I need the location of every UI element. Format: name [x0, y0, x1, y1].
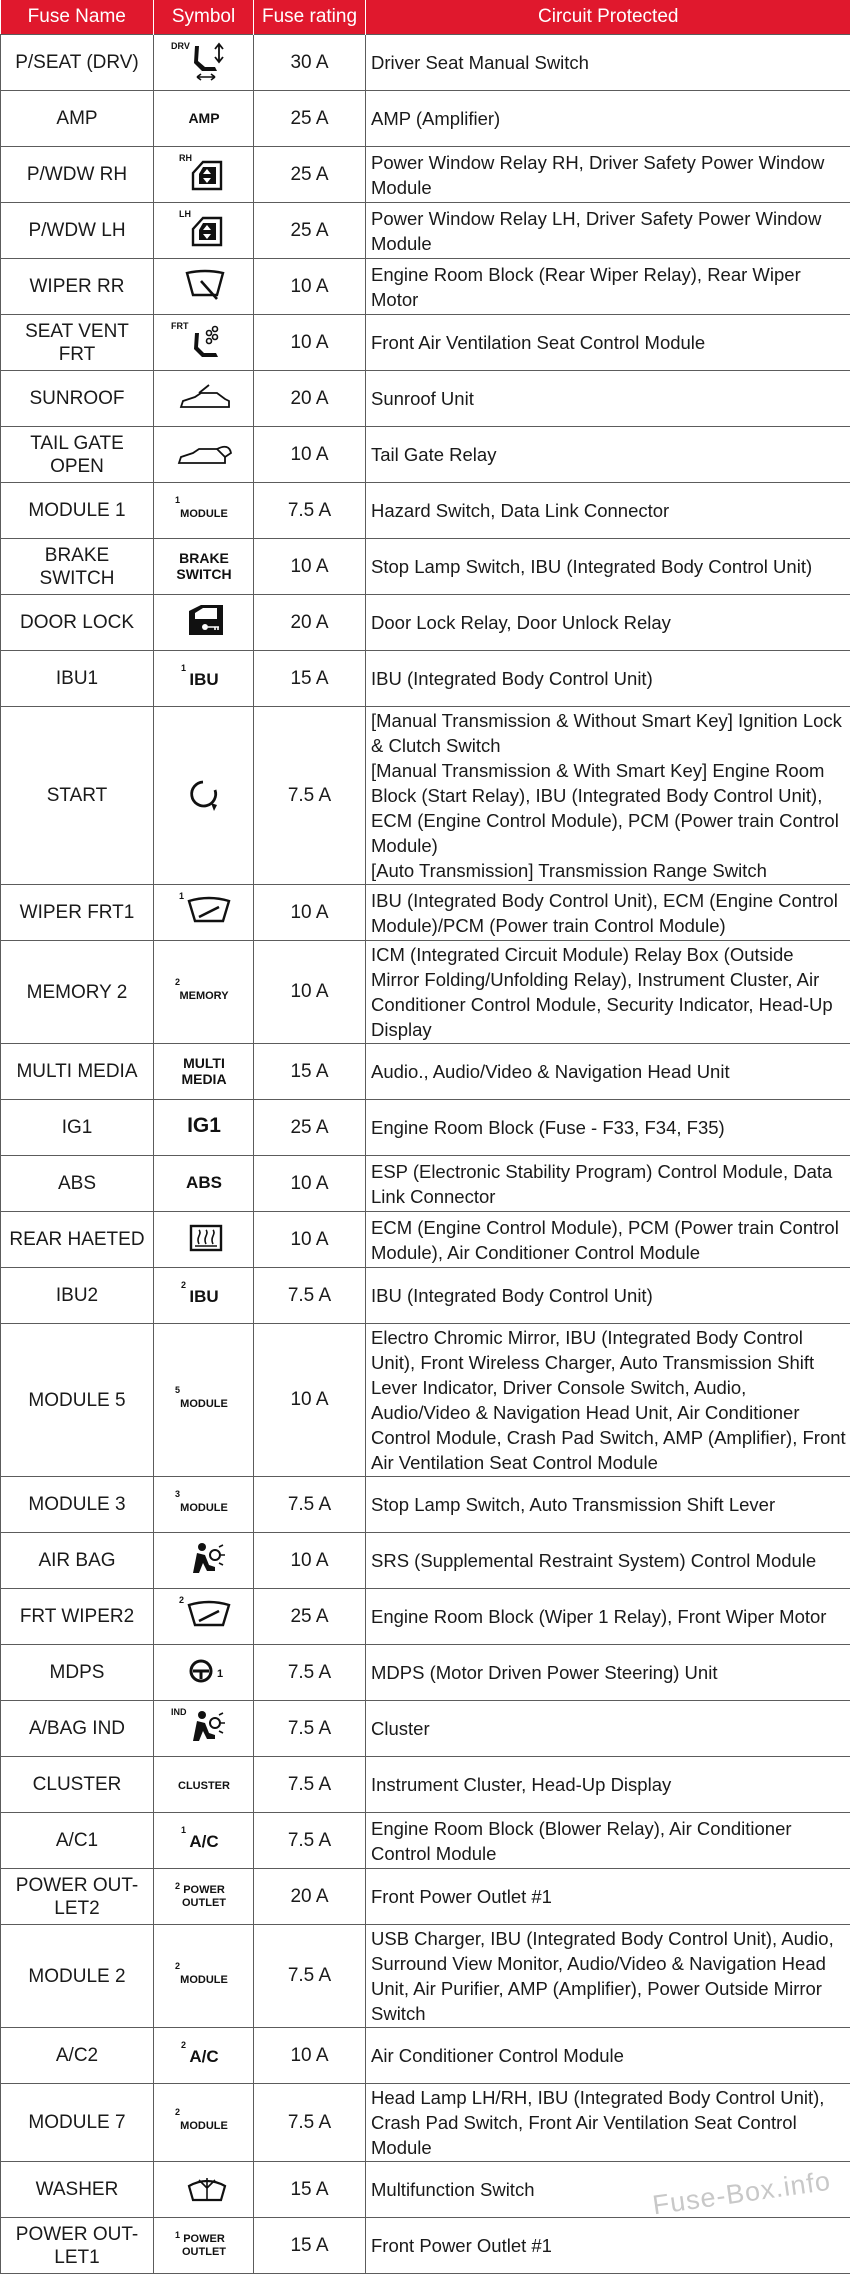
- table-row: [1, 147, 850, 203]
- circuit-protected-cell: Audio., Audio/Video & Navigation Head Unit: [366, 1044, 850, 1100]
- symbol-superscript: 1: [181, 1825, 186, 1835]
- symbol-cell: [154, 1757, 254, 1813]
- symbol-superscript: 2: [175, 2107, 180, 2117]
- fuse-rating-cell: 10 A: [254, 539, 366, 595]
- header-row: [1, 0, 850, 35]
- circuit-protected-cell: Front Air Ventilation Seat Control Module: [366, 315, 850, 371]
- symbol-superscript: FRT: [171, 321, 189, 331]
- fuse-rating-cell: 7.5 A: [254, 483, 366, 539]
- fuse-rating-cell: 25 A: [254, 1100, 366, 1156]
- symbol-label: IBU: [189, 1287, 218, 1306]
- seat-adjust-icon: [194, 44, 223, 80]
- symbol-cell: [154, 1813, 254, 1869]
- header-fuse-rating: Fuse rating: [254, 0, 366, 35]
- fuse-name-cell: MDPS: [1, 1645, 154, 1701]
- table-row: [1, 427, 850, 483]
- table-row: [1, 1156, 850, 1212]
- table-row: [1, 707, 850, 885]
- fuse-name-cell: IBU2: [1, 1268, 154, 1324]
- fuse-rating-cell: 25 A: [254, 147, 366, 203]
- fuse-name-cell: START: [1, 707, 154, 885]
- symbol-cell: [154, 2028, 254, 2084]
- symbol-graphic: [159, 1373, 249, 1423]
- tailgate-icon: [179, 447, 231, 463]
- symbol-graphic: [159, 147, 249, 197]
- fuse-rating-cell: 7.5 A: [254, 1645, 366, 1701]
- fuse-rating-cell: 10 A: [254, 1533, 366, 1589]
- fuse-rating-cell: 10 A: [254, 427, 366, 483]
- circuit-protected-cell: Front Power Outlet #1: [366, 1869, 850, 1925]
- door-lock-icon: [189, 605, 223, 635]
- fuse-name-cell: POWER OUT-LET1: [1, 2218, 154, 2274]
- fuse-rating-cell: 7.5 A: [254, 1477, 366, 1533]
- symbol-label: BRAKE SWITCH: [176, 550, 231, 582]
- fuse-name-cell: P/SEAT (DRV): [1, 35, 154, 91]
- fuse-name-cell: WIPER RR: [1, 259, 154, 315]
- symbol-cell: [154, 1477, 254, 1533]
- fuse-rating-cell: 25 A: [254, 1589, 366, 1645]
- table-row: [1, 1925, 850, 2028]
- symbol-graphic: [159, 259, 249, 309]
- start-icon: [191, 782, 216, 811]
- symbol-superscript: 2: [175, 1961, 180, 1971]
- symbol-graphic: [159, 1869, 249, 1919]
- front-wiper-icon: [189, 1602, 229, 1625]
- table-row: [1, 1589, 850, 1645]
- symbol-superscript: 2: [181, 2040, 186, 2050]
- airbag-icon: [193, 1543, 225, 1573]
- symbol-graphic: [159, 1645, 249, 1695]
- symbol-cell: [154, 147, 254, 203]
- circuit-protected-cell: Driver Seat Manual Switch: [366, 35, 850, 91]
- fuse-rating-cell: 10 A: [254, 1324, 366, 1477]
- table-row: [1, 91, 850, 147]
- table-row: [1, 35, 850, 91]
- sunroof-icon: [181, 385, 229, 407]
- power-window-icon: [193, 218, 221, 245]
- fuse-rating-cell: 7.5 A: [254, 2084, 366, 2162]
- fuse-name-cell: SEAT VENT FRT: [1, 315, 154, 371]
- table-row: [1, 371, 850, 427]
- symbol-graphic: [159, 1813, 249, 1863]
- circuit-protected-cell: USB Charger, IBU (Integrated Body Control Unit), Audio, Surround View Monitor, Audio/Video & Navigation Head Unit, Air Purifier, AMP (Amplifier), Power Outside Mirror Switch: [366, 1925, 850, 2028]
- fuse-rating-cell: 7.5 A: [254, 1925, 366, 2028]
- symbol-superscript: LH: [179, 209, 191, 219]
- circuit-protected-cell: IBU (Integrated Body Control Unit), ECM (Engine Control Module)/PCM (Power train Control Module): [366, 885, 850, 941]
- fuse-rating-cell: 10 A: [254, 315, 366, 371]
- front-wiper-icon: [189, 898, 229, 921]
- fuse-rating-cell: 10 A: [254, 1156, 366, 1212]
- symbol-superscript: RH: [179, 153, 192, 163]
- fuse-name-cell: P/WDW LH: [1, 203, 154, 259]
- symbol-cell: [154, 1925, 254, 2028]
- symbol-label: MODULE: [180, 1974, 228, 1986]
- fuse-rating-cell: 20 A: [254, 1869, 366, 1925]
- symbol-graphic: [159, 651, 249, 701]
- fuse-rating-cell: 7.5 A: [254, 1813, 366, 1869]
- table-row: [1, 1100, 850, 1156]
- symbol-superscript: 1: [175, 2230, 180, 2240]
- symbol-cell: [154, 651, 254, 707]
- symbol-graphic: [159, 885, 249, 935]
- fuse-name-cell: A/BAG IND: [1, 1701, 154, 1757]
- symbol-cell: [154, 1100, 254, 1156]
- symbol-graphic: [159, 1757, 249, 1807]
- fuse-name-cell: MEMORY 2: [1, 941, 154, 1044]
- fuse-name-cell: P/WDW RH: [1, 147, 154, 203]
- symbol-label: AMP: [188, 110, 219, 126]
- symbol-graphic: [159, 965, 249, 1015]
- header-symbol: Symbol: [154, 0, 254, 35]
- fuse-name-cell: DOOR LOCK: [1, 595, 154, 651]
- fuse-rating-cell: 10 A: [254, 1212, 366, 1268]
- table-row: [1, 203, 850, 259]
- circuit-protected-cell: Engine Room Block (Rear Wiper Relay), Rear Wiper Motor: [366, 259, 850, 315]
- fuse-name-cell: TAIL GATE OPEN: [1, 427, 154, 483]
- symbol-graphic: [159, 2162, 249, 2212]
- circuit-protected-cell: IBU (Integrated Body Control Unit): [366, 651, 850, 707]
- symbol-superscript: DRV: [171, 41, 190, 51]
- symbol-cell: [154, 371, 254, 427]
- table-row: [1, 315, 850, 371]
- fuse-name-cell: A/C2: [1, 2028, 154, 2084]
- circuit-protected-cell: Stop Lamp Switch, Auto Transmission Shift Lever: [366, 1477, 850, 1533]
- table-row: [1, 1533, 850, 1589]
- circuit-protected-cell: Air Conditioner Control Module: [366, 2028, 850, 2084]
- fuse-rating-cell: 10 A: [254, 2028, 366, 2084]
- fuse-name-cell: MODULE 7: [1, 2084, 154, 2162]
- symbol-superscript: IND: [171, 1707, 187, 1717]
- seat-vent-icon: [194, 327, 218, 358]
- fuse-name-cell: ABS: [1, 1156, 154, 1212]
- symbol-graphic: [159, 203, 249, 253]
- table-row: [1, 2028, 850, 2084]
- symbol-cell: [154, 1156, 254, 1212]
- symbol-superscript: 1: [179, 891, 184, 901]
- symbol-graphic: [159, 1156, 249, 1206]
- circuit-protected-cell: Engine Room Block (Wiper 1 Relay), Front Wiper Motor: [366, 1589, 850, 1645]
- symbol-label: MEMORY: [179, 990, 229, 1002]
- symbol-graphic: [159, 1589, 249, 1639]
- fuse-rating-cell: 7.5 A: [254, 1268, 366, 1324]
- fuse-name-cell: IG1: [1, 1100, 154, 1156]
- fuse-name-cell: IBU1: [1, 651, 154, 707]
- fuse-rating-cell: 15 A: [254, 1044, 366, 1100]
- symbol-cell: [154, 35, 254, 91]
- fuse-rating-cell: 15 A: [254, 2218, 366, 2274]
- symbol-cell: [154, 1701, 254, 1757]
- circuit-protected-cell: IBU (Integrated Body Control Unit): [366, 1268, 850, 1324]
- circuit-protected-cell: Power Window Relay RH, Driver Safety Power Window Module: [366, 147, 850, 203]
- circuit-protected-cell: Electro Chromic Mirror, IBU (Integrated Body Control Unit), Front Wireless Charger, Auto Transmission Shift Lever Indicator, Driver Console Switch, Audio, Audio/Video & Navigation Head Unit, Air Conditioner Control Module, Crash Pad Switch, AMP (Amplifier), Front Air Ventilation Seat Control Module: [366, 1324, 850, 1477]
- circuit-protected-cell: Stop Lamp Switch, IBU (Integrated Body Control Unit): [366, 539, 850, 595]
- symbol-label: MULTI MEDIA: [181, 1055, 226, 1087]
- circuit-protected-cell: Hazard Switch, Data Link Connector: [366, 483, 850, 539]
- symbol-cell: [154, 315, 254, 371]
- symbol-graphic: [159, 595, 249, 645]
- symbol-graphic: [159, 1533, 249, 1583]
- circuit-protected-cell: ESP (Electronic Stability Program) Control Module, Data Link Connector: [366, 1156, 850, 1212]
- table-row: [1, 259, 850, 315]
- table-row: [1, 539, 850, 595]
- circuit-protected-cell: Tail Gate Relay: [366, 427, 850, 483]
- table-row: [1, 1757, 850, 1813]
- table-row: [1, 1701, 850, 1757]
- symbol-graphic: [159, 1100, 249, 1150]
- fuse-name-cell: MODULE 3: [1, 1477, 154, 1533]
- symbol-cell: [154, 1533, 254, 1589]
- fuse-rating-cell: 10 A: [254, 259, 366, 315]
- symbol-superscript: 1: [175, 495, 180, 505]
- circuit-protected-cell: Instrument Cluster, Head-Up Display: [366, 1757, 850, 1813]
- fuse-name-cell: A/C1: [1, 1813, 154, 1869]
- circuit-protected-cell: Multifunction Switch: [366, 2162, 850, 2218]
- symbol-superscript: 1: [181, 663, 186, 673]
- fuse-rating-cell: 7.5 A: [254, 1701, 366, 1757]
- circuit-protected-cell: MDPS (Motor Driven Power Steering) Unit: [366, 1645, 850, 1701]
- fuse-name-cell: SUNROOF: [1, 371, 154, 427]
- symbol-graphic: [159, 35, 249, 85]
- symbol-label: MODULE: [180, 1502, 228, 1514]
- symbol-superscript: 2: [175, 1881, 180, 1891]
- symbol-graphic: [159, 1477, 249, 1527]
- airbag-icon: [193, 1711, 225, 1741]
- table-row: [1, 1477, 850, 1533]
- power-window-icon: [193, 162, 221, 189]
- fuse-rating-cell: 10 A: [254, 885, 366, 941]
- symbol-label: IG1: [187, 1114, 221, 1137]
- fuse-name-cell: CLUSTER: [1, 1757, 154, 1813]
- symbol-cell: [154, 707, 254, 885]
- symbol-graphic: [159, 427, 249, 477]
- symbol-label: IBU: [189, 670, 218, 689]
- symbol-label: A/C: [189, 1832, 218, 1851]
- fuse-name-cell: MODULE 5: [1, 1324, 154, 1477]
- table-row: [1, 595, 850, 651]
- symbol-cell: [154, 539, 254, 595]
- rear-defrost-icon: [191, 1226, 221, 1250]
- circuit-protected-cell: Engine Room Block (Blower Relay), Air Conditioner Control Module: [366, 1813, 850, 1869]
- symbol-graphic: [159, 1949, 249, 1999]
- fuse-name-cell: AIR BAG: [1, 1533, 154, 1589]
- symbol-label: POWER OUTLET: [182, 1884, 226, 1909]
- watermark: Fuse-Box.info: [651, 2166, 833, 2222]
- symbol-label: MODULE: [180, 2120, 228, 2132]
- fuse-name-cell: MULTI MEDIA: [1, 1044, 154, 1100]
- circuit-protected-cell: Sunroof Unit: [366, 371, 850, 427]
- symbol-cell: [154, 1869, 254, 1925]
- fuse-name-cell: MODULE 2: [1, 1925, 154, 2028]
- circuit-protected-cell: Engine Room Block (Fuse - F33, F34, F35): [366, 1100, 850, 1156]
- table-row: [1, 1268, 850, 1324]
- rear-wiper-icon: [187, 271, 223, 299]
- fuse-rating-cell: 15 A: [254, 2162, 366, 2218]
- fuse-name-cell: MODULE 1: [1, 483, 154, 539]
- symbol-cell: [154, 595, 254, 651]
- symbol-label: MODULE: [180, 508, 228, 520]
- fuse-table-body: [1, 35, 850, 2274]
- symbol-cell: [154, 1268, 254, 1324]
- washer-icon: [189, 2178, 225, 2200]
- fuse-rating-cell: 7.5 A: [254, 707, 366, 885]
- symbol-graphic: [159, 315, 249, 365]
- table-row: [1, 1044, 850, 1100]
- table-row: [1, 483, 850, 539]
- table-row: [1, 885, 850, 941]
- table-row: [1, 651, 850, 707]
- symbol-graphic: [159, 91, 249, 141]
- symbol-cell: [154, 1044, 254, 1100]
- symbol-cell: [154, 2218, 254, 2274]
- circuit-protected-cell: Cluster: [366, 1701, 850, 1757]
- circuit-protected-cell: Door Lock Relay, Door Unlock Relay: [366, 595, 850, 651]
- symbol-cell: [154, 203, 254, 259]
- symbol-graphic: [159, 371, 249, 421]
- table-row: [1, 1869, 850, 1925]
- table-row: [1, 2218, 850, 2274]
- circuit-protected-cell: Power Window Relay LH, Driver Safety Power Window Module: [366, 203, 850, 259]
- symbol-graphic: [159, 2095, 249, 2145]
- fuse-name-cell: WASHER: [1, 2162, 154, 2218]
- header-fuse-name: Fuse Name: [1, 0, 154, 35]
- symbol-label: MODULE: [180, 1398, 228, 1410]
- symbol-superscript: 5: [175, 1385, 180, 1395]
- symbol-graphic: [159, 2028, 249, 2078]
- table-row: [1, 2084, 850, 2162]
- symbol-graphic: [159, 1701, 249, 1751]
- fuse-name-cell: REAR HAETED: [1, 1212, 154, 1268]
- symbol-cell: [154, 1212, 254, 1268]
- circuit-protected-cell: Head Lamp LH/RH, IBU (Integrated Body Control Unit), Crash Pad Switch, Front Air Ventilation Seat Control Module: [366, 2084, 850, 2162]
- circuit-protected-cell: ICM (Integrated Circuit Module) Relay Box (Outside Mirror Folding/Unfolding Relay), Instrument Cluster, Air Conditioner Control Module, Security Indicator, Head-Up Display: [366, 941, 850, 1044]
- symbol-label: CLUSTER: [178, 1780, 230, 1792]
- symbol-superscript: 3: [175, 1489, 180, 1499]
- symbol-cell: [154, 941, 254, 1044]
- symbol-graphic: [159, 483, 249, 533]
- symbol-cell: [154, 1324, 254, 1477]
- circuit-protected-cell: [Manual Transmission & Without Smart Key] Ignition Lock & Clutch Switch [Manual Transmission & With Smart Key] Engine Room Block (Start Relay), IBU (Integrated Body Control Unit), ECM (Engine Control Module), PCM (Power train Control Module) [Auto Transmission] Transmission Range Switch: [366, 707, 850, 885]
- symbol-graphic: [159, 1044, 249, 1094]
- fuse-name-cell: AMP: [1, 91, 154, 147]
- fuse-name-cell: BRAKE SWITCH: [1, 539, 154, 595]
- header-circuit-protected: Circuit Protected: [366, 0, 850, 35]
- table-row: [1, 1212, 850, 1268]
- symbol-graphic: [159, 768, 249, 818]
- steering-wheel-icon: [191, 1661, 211, 1681]
- fuse-rating-cell: 20 A: [254, 371, 366, 427]
- symbol-graphic: [159, 539, 249, 589]
- symbol-cell: [154, 2084, 254, 2162]
- symbol-cell: [154, 91, 254, 147]
- symbol-cell: [154, 259, 254, 315]
- table-row: [1, 1813, 850, 1869]
- fuse-rating-cell: 15 A: [254, 651, 366, 707]
- circuit-protected-cell: AMP (Amplifier): [366, 91, 850, 147]
- symbol-label: POWER OUTLET: [182, 2233, 226, 2258]
- symbol-cell: [154, 427, 254, 483]
- fuse-rating-cell: 25 A: [254, 203, 366, 259]
- fuse-name-cell: POWER OUT-LET2: [1, 1869, 154, 1925]
- symbol-cell: [154, 885, 254, 941]
- fuse-rating-cell: 10 A: [254, 941, 366, 1044]
- symbol-graphic: [159, 1268, 249, 1318]
- symbol-cell: [154, 1645, 254, 1701]
- symbol-graphic: [159, 2218, 249, 2268]
- fuse-rating-cell: 7.5 A: [254, 1757, 366, 1813]
- symbol-label: 1: [216, 1668, 222, 1680]
- fuse-rating-cell: 25 A: [254, 91, 366, 147]
- circuit-protected-cell: ECM (Engine Control Module), PCM (Power train Control Module), Air Conditioner Control Module: [366, 1212, 850, 1268]
- table-row: [1, 1324, 850, 1477]
- fuse-name-cell: FRT WIPER2: [1, 1589, 154, 1645]
- fuse-name-cell: WIPER FRT1: [1, 885, 154, 941]
- symbol-cell: [154, 483, 254, 539]
- circuit-protected-cell: Front Power Outlet #1: [366, 2218, 850, 2274]
- symbol-superscript: 2: [175, 977, 180, 987]
- table-row: [1, 1645, 850, 1701]
- symbol-superscript: 2: [181, 1280, 186, 1290]
- table-row: [1, 941, 850, 1044]
- symbol-label: ABS: [186, 1173, 222, 1192]
- symbol-graphic: [159, 1212, 249, 1262]
- symbol-superscript: 2: [179, 1595, 184, 1605]
- symbol-cell: [154, 2162, 254, 2218]
- symbol-label: A/C: [189, 2047, 218, 2066]
- fuse-rating-cell: 30 A: [254, 35, 366, 91]
- circuit-protected-cell: SRS (Supplemental Restraint System) Control Module: [366, 1533, 850, 1589]
- symbol-cell: [154, 1589, 254, 1645]
- fuse-rating-cell: 20 A: [254, 595, 366, 651]
